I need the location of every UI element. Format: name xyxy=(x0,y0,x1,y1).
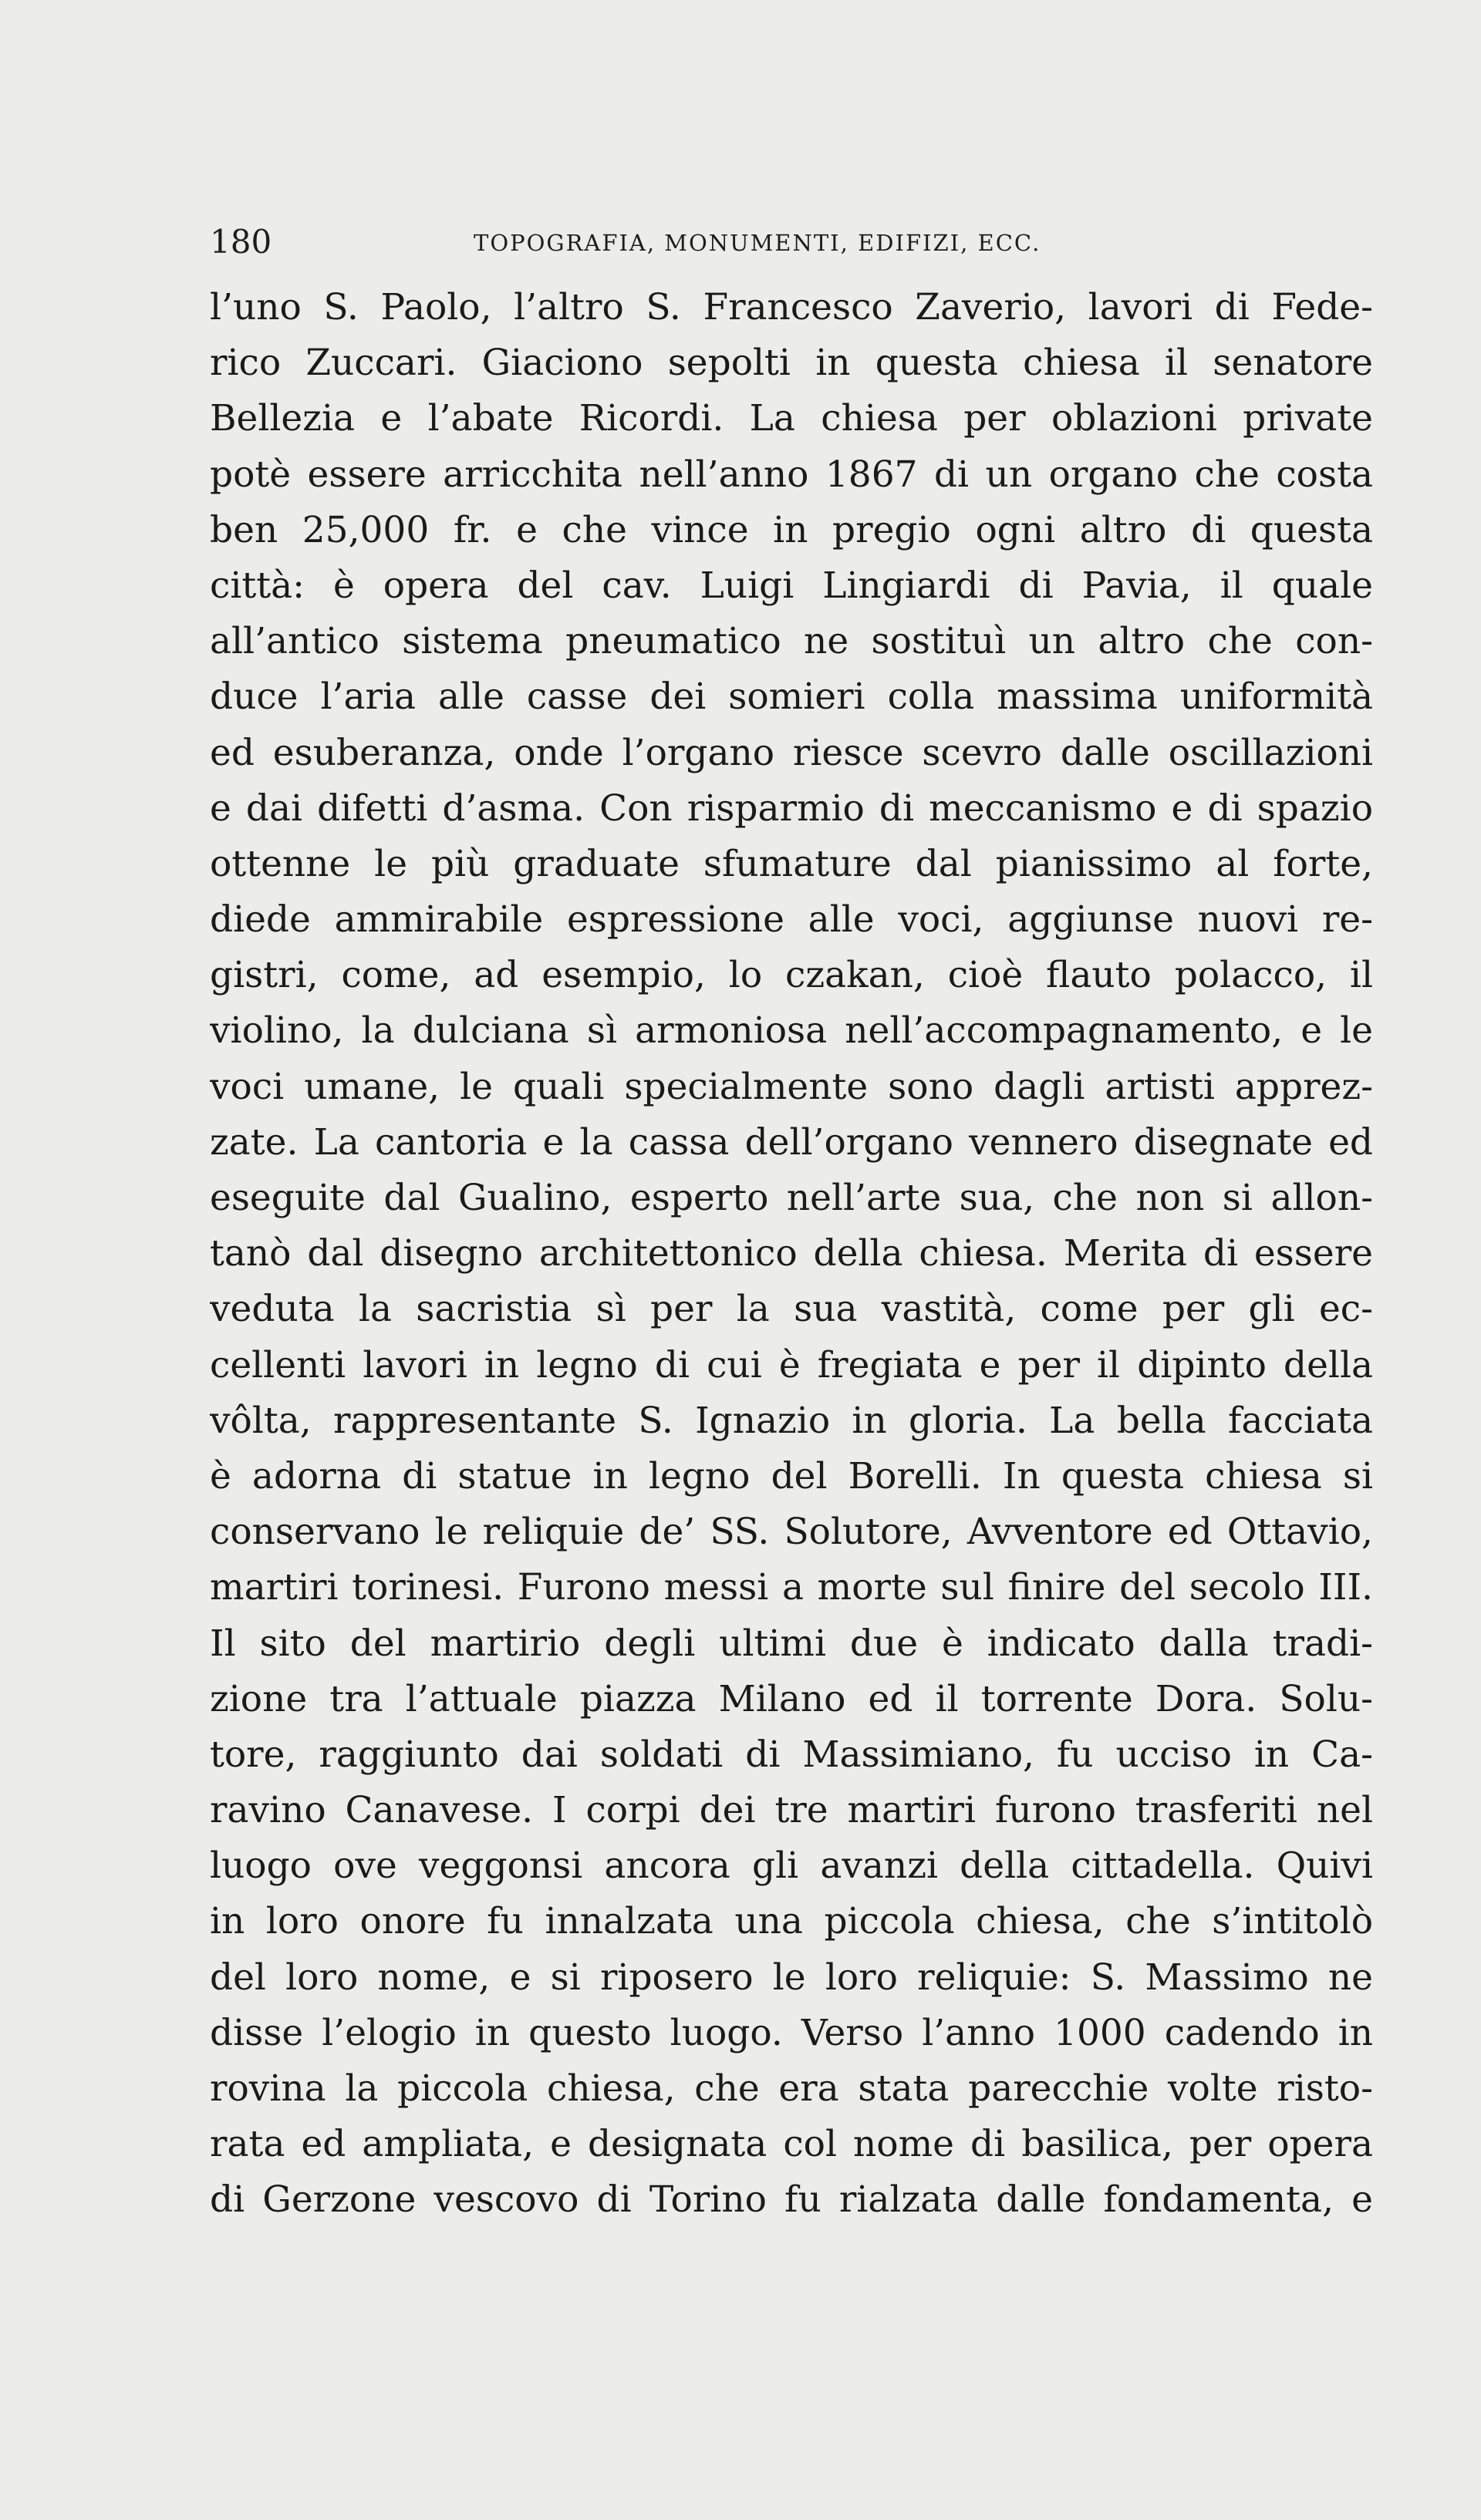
text-line: potè essere arricchita nell’anno 1867 di un organo che costa xyxy=(210,453,1373,496)
text-line: martiri torinesi. Furono messi a morte sul finire del secolo III. xyxy=(210,1566,1373,1609)
body-text xyxy=(210,280,1373,2229)
text-line: all’antico sistema pneumatico ne sostituì un altro che con- xyxy=(210,620,1373,663)
text-line: diede ammirabile espressione alle voci, aggiunse nuovi re- xyxy=(210,898,1373,942)
text-line: di Gerzone vescovo di Torino fu rialzata dalle fondamenta, e xyxy=(210,2178,1373,2222)
text-line: disse l’elogio in questo luogo. Verso l’anno 1000 cadendo in xyxy=(210,2011,1373,2054)
text-line: violino, la dulciana sì armoniosa nell’accompagnamento, e le xyxy=(210,1009,1373,1053)
text-line: eseguite dal Gualino, esperto nell’arte sua, che non si allon- xyxy=(210,1177,1373,1219)
text-line: Bellezia e l’abate Ricordi. La chiesa per oblazioni private xyxy=(210,397,1373,440)
text-line: zione tra l’attuale piazza Milano ed il torrente Dora. Solu- xyxy=(210,1677,1373,1720)
text-line: l’uno S. Paolo, l’altro S. Francesco Zaverio, lavori di Fede- xyxy=(210,286,1373,328)
text-line: ottenne le più graduate sfumature dal pianissimo al forte, xyxy=(210,842,1373,885)
text-line: è adorna di statue in legno del Borelli. In questa chiesa si xyxy=(210,1454,1373,1498)
text-line: cellenti lavori in legno di cui è fregiata e per il dipinto della xyxy=(210,1343,1373,1386)
text-line: vôlta, rappresentante S. Ignazio in gloria. La bella facciata xyxy=(210,1399,1373,1442)
text-line: veduta la sacristia sì per la sua vastità, come per gli ec- xyxy=(210,1288,1373,1331)
text-line: gistri, come, ad esempio, lo czakan, cioè flauto polacco, il xyxy=(210,954,1373,997)
text-line: rata ed ampliata, e designata col nome di basilica, per opera xyxy=(210,2123,1373,2166)
text-line: ravino Canavese. I corpi dei tre martiri furono trasferiti nel xyxy=(210,1789,1373,1832)
text-line: città: è opera del cav. Luigi Lingiardi di Pavia, il quale xyxy=(210,564,1373,607)
running-head xyxy=(210,219,1373,265)
text-line: duce l’aria alle casse dei somieri colla massima uniformità xyxy=(210,675,1373,719)
text-line: voci umane, le quali specialmente sono dagli artisti apprez- xyxy=(210,1065,1373,1108)
text-line: e dai difetti d’asma. Con risparmio di meccanismo e di spazio xyxy=(210,787,1373,830)
text-line: ben 25,000 fr. e che vince in pregio ogni altro di questa xyxy=(210,508,1373,551)
text-line: Il sito del martirio degli ultimi due è indicato dalla tradi- xyxy=(210,1622,1373,1665)
page-number: 180 xyxy=(210,223,272,261)
text-line: tanò dal disegno architettonico della chiesa. Merita di essere xyxy=(210,1232,1373,1275)
text-line: rico Zuccari. Giaciono sepolti in questa chiesa il senatore xyxy=(210,342,1373,385)
text-line: ed esuberanza, onde l’organo riesce scevro dalle oscillazioni xyxy=(210,731,1373,774)
text-line: conservano le reliquie de’ SS. Solutore, Avventore ed Ottavio, xyxy=(210,1511,1373,1554)
text-line: zate. La cantoria e la cassa dell’organo vennero disegnate ed xyxy=(210,1120,1373,1164)
text-line: in loro onore fu innalzata una piccola chiesa, che s’intitolò xyxy=(210,1900,1373,1943)
text-line: del loro nome, e si riposero le loro reliquie: S. Massimo ne xyxy=(210,1956,1373,1999)
running-title: TOPOGRAFIA, MONUMENTI, EDIFIZI, ECC. xyxy=(474,230,1041,256)
text-line: tore, raggiunto dai soldati di Massimiano, fu ucciso in Ca- xyxy=(210,1733,1373,1776)
text-line: rovina la piccola chiesa, che era stata parecchie volte risto- xyxy=(210,2067,1373,2110)
text-line: luogo ove veggonsi ancora gli avanzi della cittadella. Quivi xyxy=(210,1845,1373,1888)
